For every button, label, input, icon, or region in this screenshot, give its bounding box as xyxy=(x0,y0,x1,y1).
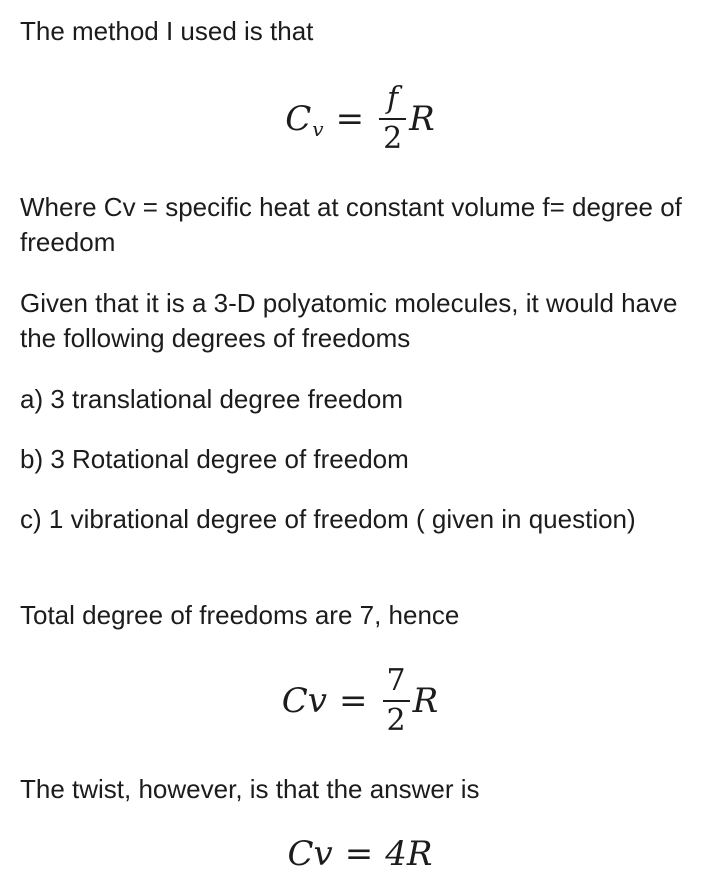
equation-cv-7-over-2-r xyxy=(0,664,720,738)
list-item-vibrational: c) 1 vibrational degree of freedom ( given in question) xyxy=(20,504,636,534)
eq2-denominator: 2 xyxy=(386,703,406,738)
twist-text: The twist, however, is that the answer is xyxy=(20,774,480,804)
eq2-fraction xyxy=(383,664,410,738)
intro-text: The method I used is that xyxy=(20,16,314,46)
list-item-rotational: b) 3 Rotational degree of freedom xyxy=(20,444,409,474)
eq3-equals: = xyxy=(344,834,374,874)
eq2-lhs: Cv xyxy=(281,681,328,721)
eq3-lhs: Cv xyxy=(287,834,333,874)
eq2-rhs: R xyxy=(412,681,439,721)
total-text: Total degree of freedoms are 7, hence xyxy=(20,600,460,630)
eq1-rhs: R xyxy=(409,99,435,139)
eq2-fraction-bar xyxy=(383,700,410,702)
eq2-numerator: 7 xyxy=(386,663,406,698)
eq1-lhs-subscript: v xyxy=(312,117,324,141)
eq1-fraction xyxy=(379,82,406,156)
eq1-numerator: f xyxy=(387,81,399,116)
eq1-fraction-bar xyxy=(379,118,406,120)
eq1-equals: = xyxy=(335,99,365,139)
definition-text: Where Cv = specific heat at constant volume f= degree of freedom xyxy=(20,192,682,257)
given-text: Given that it is a 3-D polyatomic molecules, it would have the following degrees of freedoms xyxy=(20,288,678,353)
equation-cv-4r xyxy=(0,834,720,874)
eq1-lhs: C xyxy=(285,99,312,139)
equation-cv-f-over-2-r xyxy=(0,82,720,156)
eq2-equals: = xyxy=(339,681,368,721)
eq3-rhs: 4R xyxy=(385,834,433,874)
eq1-denominator: 2 xyxy=(383,121,403,156)
list-item-translational: a) 3 translational degree freedom xyxy=(20,384,404,414)
